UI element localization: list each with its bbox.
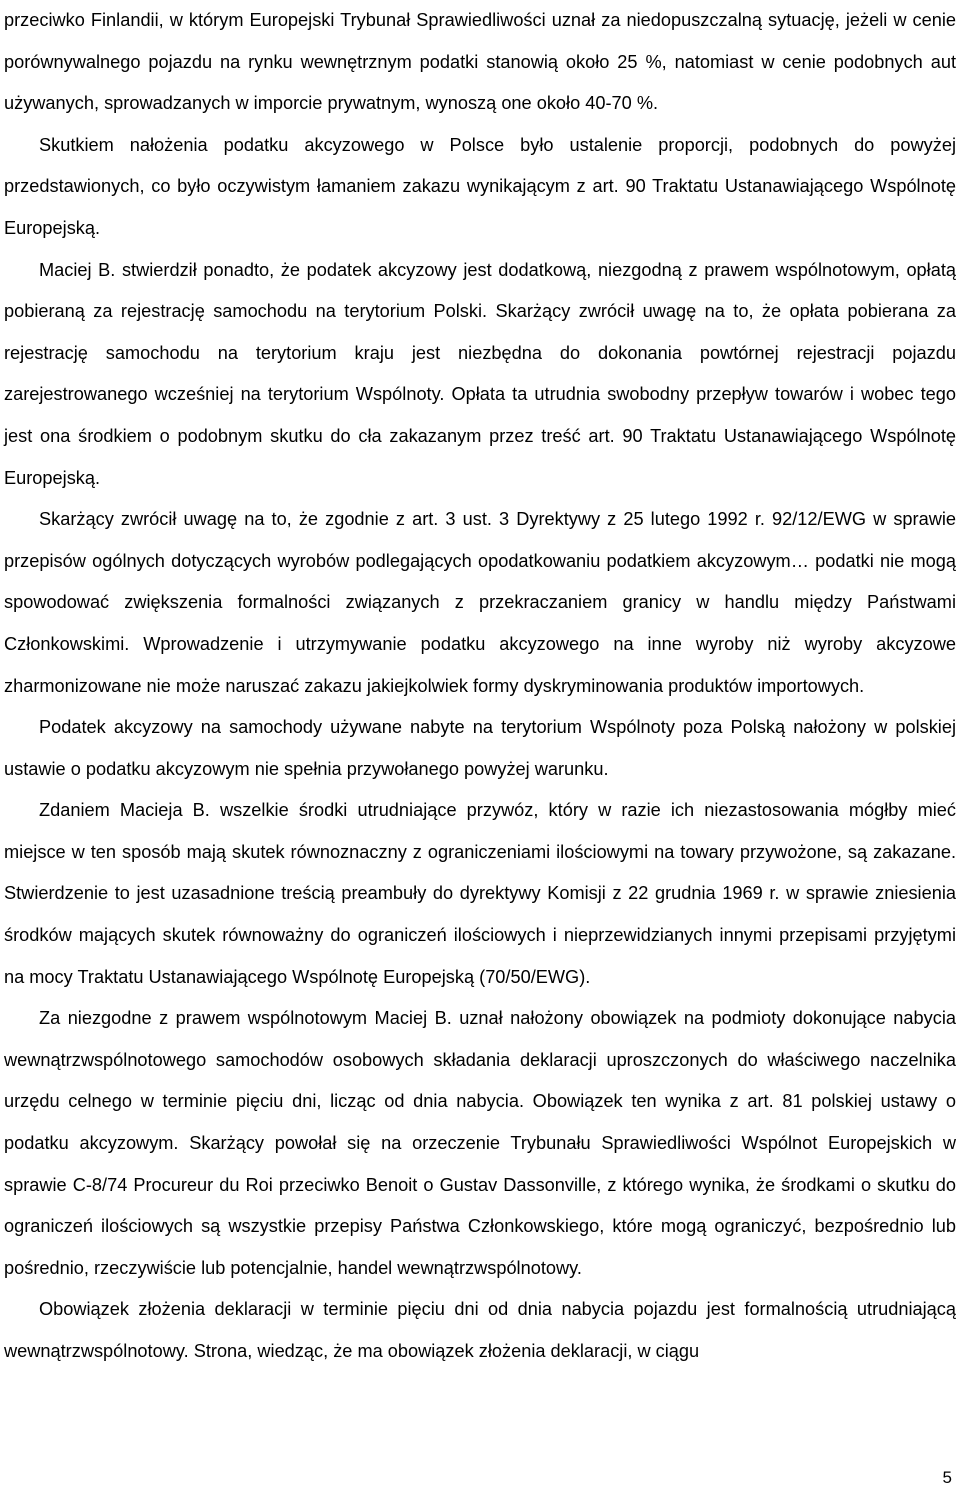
- paragraph-4: Skarżący zwrócił uwagę na to, że zgodnie z art. 3 ust. 3 Dyrektywy z 25 lutego 1992 r. 92/12/EWG w sprawie przepisów ogólnych dotyczących wyrobów podlegających opodatkowaniu podatkiem akcyzowym… podatki nie mogą spowodować zwiększenia formalności związanych z przekraczaniem granicy w handlu między Państwami Członkowskimi. Wprowadzenie i utrzymywanie podatku akcyzowego na inne wyroby niż wyroby akcyzowe zharmonizowane nie może naruszać zakazu jakiejkolwiek formy dyskryminowania produktów importowych.: [4, 509, 956, 696]
- paragraph-5: Podatek akcyzowy na samochody używane nabyte na terytorium Wspólnoty poza Polską nałożony w polskiej ustawie o podatku akcyzowym nie spełnia przywołanego powyżej warunku.: [4, 717, 956, 779]
- document-body: [4, 0, 956, 1373]
- page-number: 5: [942, 1468, 952, 1487]
- paragraph-6: Zdaniem Macieja B. wszelkie środki utrudniające przywóz, który w razie ich niezastosowania mógłby mieć miejsce w ten sposób mają skutek równoznaczny z ograniczeniami ilościowymi na towary przywożone, są zakazane. Stwierdzenie to jest uzasadnione treścią preambuły do dyrektywy Komisji z 22 grudnia 1969 r. w sprawie zniesienia środków mających skutek równoważny do ograniczeń ilościowych i nieprzewidzianych innymi przepisami przyjętymi na mocy Traktatu Ustanawiającego Wspólnotę Europejską (70/50/EWG).: [4, 800, 956, 987]
- paragraph-3: Maciej B. stwierdził ponadto, że podatek akcyzowy jest dodatkową, niezgodną z prawem wspólnotowym, opłatą pobieraną za rejestrację samochodu na terytorium Polski. Skarżący zwrócił uwagę na to, że opłata pobierana za rejestrację samochodu na terytorium kraju jest niezbędna do dokonania powtórnej rejestracji pojazdu zarejestrowanego wcześniej na terytorium Wspólnoty. Opłata ta utrudnia swobodny przepływ towarów i wobec tego jest ona środkiem o podobnym skutku do cła zakazanym przez treść art. 90 Traktatu Ustanawiającego Wspólnotę Europejską.: [4, 259, 956, 488]
- paragraph-8: Obowiązek złożenia deklaracji w terminie pięciu dni od dnia nabycia pojazdu jest formalnością utrudniającą wewnątrzwspólnotowy. Strona, wiedząc, że ma obowiązek złożenia deklaracji, w ciągu: [4, 1299, 956, 1361]
- paragraph-1: przeciwko Finlandii, w którym Europejski Trybunał Sprawiedliwości uznał za niedopuszczalną sytuację, jeżeli w cenie porównywalnego pojazdu na rynku wewnętrznym podatki stanowią około 25 %, natomiast w cenie podobnych aut używanych, sprowadzanych w imporcie prywatnym, wynoszą one około 40-70 %.: [4, 10, 956, 114]
- paragraph-2: Skutkiem nałożenia podatku akcyzowego w Polsce było ustalenie proporcji, podobnych do powyżej przedstawionych, co było oczywistym łamaniem zakazu wynikającym z art. 90 Traktatu Ustanawiającego Wspólnotę Europejską.: [4, 134, 956, 238]
- paragraph-7: Za niezgodne z prawem wspólnotowym Maciej B. uznał nałożony obowiązek na podmioty dokonujące nabycia wewnątrzwspólnotowego samochodów osobowych składania deklaracji uproszczonych do właściwego naczelnika urzędu celnego w terminie pięciu dni, licząc od dnia nabycia. Obowiązek ten wynika z art. 81 polskiej ustawy o podatku akcyzowym. Skarżący powołał się na orzeczenie Trybunału Sprawiedliwości Wspólnot Europejskich w sprawie C-8/74 Procureur du Roi przeciwko Benoit o Gustav Dassonville, z którego wynika, że środkami o skutku do ograniczeń ilościowych są wszystkie przepisy Państwa Członkowskiego, które mogą ograniczyć, bezpośrednio lub pośrednio, rzeczywiście lub potencjalnie, handel wewnątrzwspólnotowy.: [4, 1008, 956, 1278]
